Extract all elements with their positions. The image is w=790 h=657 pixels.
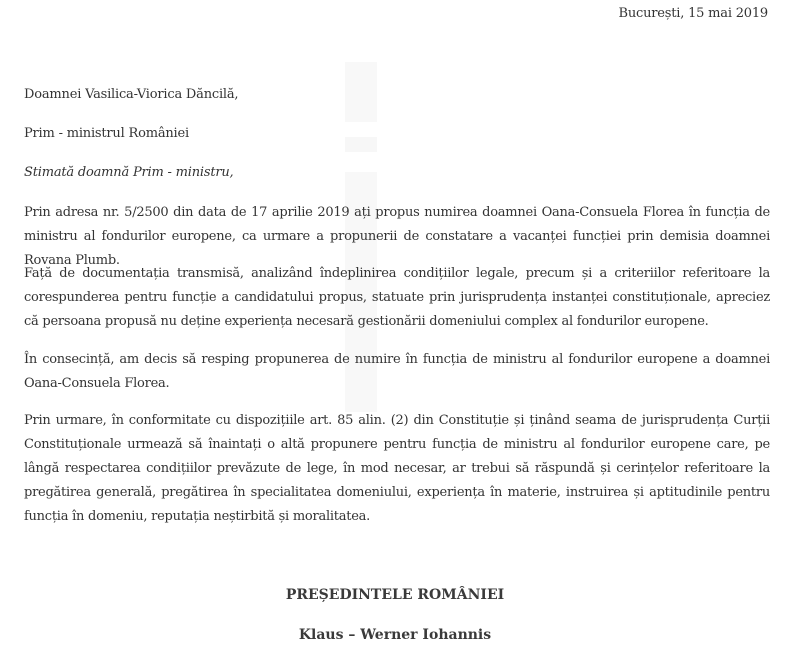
signature-title: PREȘEDINTELE ROMÂNIEI: [285, 587, 505, 603]
salutation: Stimată doamnă Prim - ministru,: [24, 165, 234, 180]
letter-date: București, 15 mai 2019: [618, 6, 768, 21]
addressee-line: Doamnei Vasilica-Viorica Dăncilă,: [24, 87, 239, 102]
signature-name: Klaus – Werner Iohannis: [298, 627, 492, 643]
body-paragraph-1: Prin adresa nr. 5/2500 din data de 17 aprilie 2019 ați propus numirea doamnei Oana-Consuela Florea în funcția de ministru al fondurilor europene, ca urmare a propunerii de constatare a vacanței funcției prin demisia doamnei Rovana Plumb.: [24, 205, 770, 268]
body-paragraph-4: Prin urmare, în conformitate cu dispozițiile art. 85 alin. (2) din Constituție și ținând seama de jurisprudența Curții Constituționale urmează să înaintați o altă propunere pentru funcția de ministru al fondurilor europene care, pe lângă respectarea condițiilor prevăzute de lege, în mod necesar, ar trebui să răspundă și cerințelor referitoare la pregătirea generală, pregătirea în specialitatea domeniului, experiența în materie, instruirea și aptitudinile pentru funcția în domeniu, reputația neștirbită și moralitatea.: [24, 413, 770, 524]
body-paragraph-3: În consecință, am decis să resping propunerea de numire în funcția de ministru al fondurilor europene a doamnei Oana-Consuela Florea.: [24, 352, 770, 391]
addressee-role: Prim - ministrul României: [24, 126, 189, 141]
body-paragraph-2: Față de documentația transmisă, analizând îndeplinirea condițiilor legale, precum și a criteriilor referitoare la corespunderea pentru funcție a candidatului propus, statuate prin jurisprudența instanței constituționale, apreciez că persoana propusă nu deține experiența necesară gestionării domeniului complex al fondurilor europene.: [24, 266, 770, 329]
